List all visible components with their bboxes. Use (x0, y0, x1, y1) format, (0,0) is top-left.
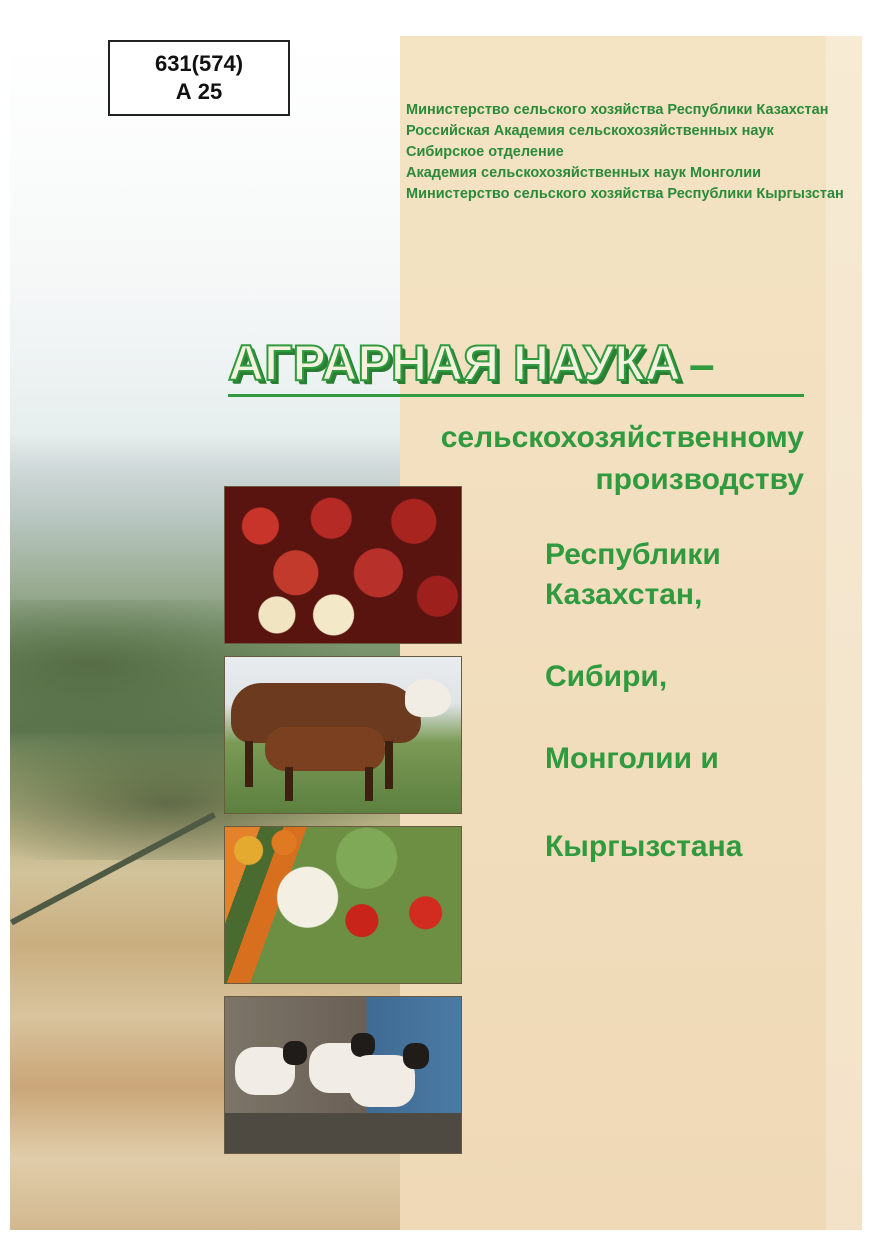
panel-edge (826, 36, 862, 1230)
cattle-photo (224, 656, 462, 814)
lamb-head (351, 1033, 375, 1057)
calf-leg (365, 767, 373, 801)
ground (225, 1113, 461, 1153)
publisher-line: Министерство сельского хозяйства Республики Кыргызстан (406, 186, 844, 202)
region-line: Монголии и (545, 742, 719, 775)
calf-body (265, 727, 385, 771)
publishers-list (406, 100, 876, 205)
title-dash: – (688, 338, 715, 390)
subtitle-line1: сельскохозяйственному (440, 421, 804, 454)
calf-leg (285, 767, 293, 801)
lamb-head (283, 1041, 307, 1065)
lamb-head (403, 1043, 429, 1069)
lambs-photo (224, 996, 462, 1154)
main-title-text: АГРАРНАЯ НАУКА (228, 335, 681, 391)
subtitle-line2: производству (595, 463, 804, 496)
vegetables-photo (224, 826, 462, 984)
call-number-stamp (108, 40, 290, 116)
call-number-line2: А 25 (175, 79, 223, 104)
title-underline (228, 394, 804, 397)
publisher-line: Российская Академия сельскохозяйственных наук (406, 123, 774, 139)
region-line: Сибири, (545, 660, 668, 693)
publisher-line: Министерство сельского хозяйства Республики Казахстан (406, 102, 829, 118)
cow-leg (385, 741, 393, 789)
peach-panel (400, 36, 862, 1230)
call-number-line1: 631(574) (154, 51, 244, 76)
publisher-line: Сибирское отделение (406, 144, 564, 160)
cow-leg (245, 741, 253, 787)
apples-photo (224, 486, 462, 644)
region-line: Республики (545, 538, 721, 571)
cow-head (405, 679, 451, 717)
publisher-line: Академия сельскохозяйственных наук Монголии (406, 165, 762, 181)
region-line: Кыргызстана (545, 830, 743, 863)
region-line: Казахстан, (545, 578, 703, 611)
